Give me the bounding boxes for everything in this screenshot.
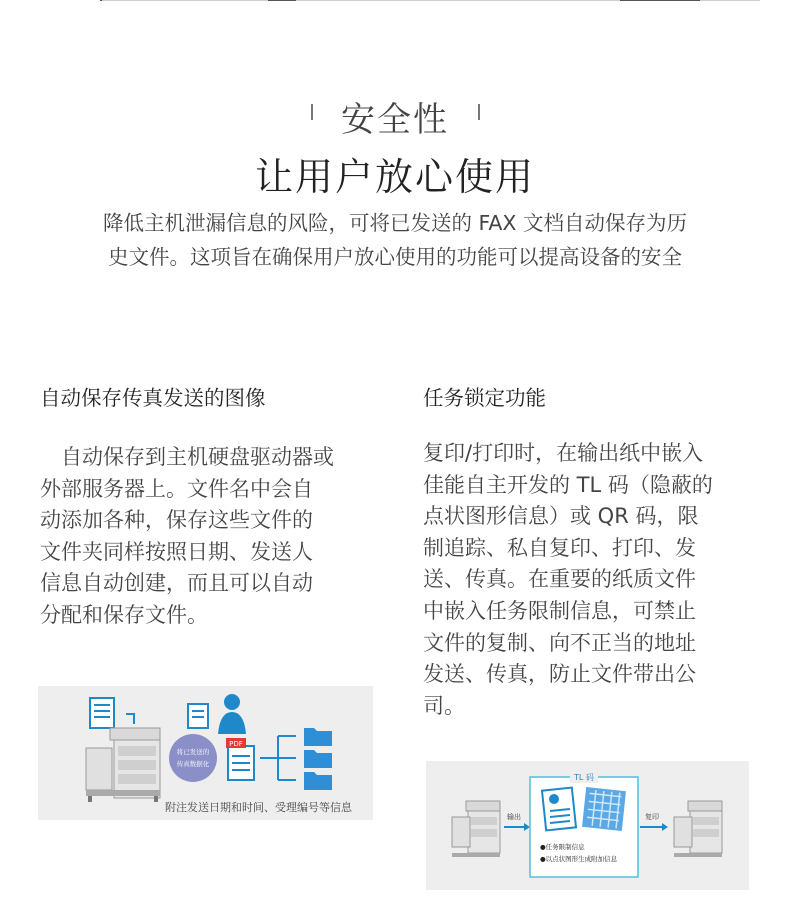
output-label: 输出 [507,813,521,821]
printer-icon [674,801,722,857]
body-line: 自动保存到主机硬盘驱动器或 [40,445,334,469]
body-line: 佳能自主开发的 TL 码（隐蔽的 [423,472,713,497]
printer-icon [452,801,500,857]
arrow-head [524,823,530,831]
branch-arrows [260,736,296,780]
tl-bullet: ●以点状图形生成附加信息 [540,855,618,863]
pdf-document-icon [226,738,254,780]
body-line: 点状图形信息）或 QR 码，限 [423,504,699,529]
tl-code-label: TL 码 [574,773,594,782]
job-lock-figure [426,761,749,890]
intro-line: 降低主机泄漏信息的风险，可将已发送的 FAX 文档自动保存为历 [102,211,687,235]
body-line: 复印/打印时，在输出纸中嵌入 [423,441,704,465]
bubble-text: 将已发送的 [176,748,210,756]
body-line: 信息自动创建，而且可以自动 [40,571,313,596]
body-line: 动添加各种，保存这些文件的 [40,508,313,533]
body-line: 分配和保存文件。 [40,602,208,627]
right-title: 任务锁定功能 [423,386,546,410]
user-icon [218,694,246,734]
arrow-head [662,823,668,831]
body-line: 制追踪、私自复印、打印、发 [423,535,696,560]
body-line: 文件的复制、向不正当的地址 [423,630,696,655]
document-icon [542,788,576,831]
copy-label: 复印 [645,813,659,821]
left-title: 自动保存传真发送的图像 [40,386,266,410]
body-line: 司。 [423,693,465,718]
body-line: 文件夹同样按照日期、发送人 [40,539,313,564]
digitize-bubble [169,734,217,782]
intro-line: 史文件。这项旨在确保用户放心使用的功能可以提高设备的安全 [108,245,682,269]
body-line: 送、传真。在重要的纸质文件 [423,567,696,592]
tag-right-tick [478,104,480,120]
job-lock-illustration [426,761,749,890]
section-tag: 安全性 [341,100,449,140]
page-headline: 让用户放心使用 [254,155,535,199]
body-line: 发送、传真，防止文件带出公 [423,662,696,687]
body-line: 外部服务器上。文件名中会自 [40,476,313,501]
bubble-text: 传真数据化 [176,760,210,768]
document-icon [188,704,208,728]
printer-icon [86,728,160,802]
top-divider-mark [100,0,102,1]
pdf-label: PDF [229,740,243,748]
auto-save-figure [38,686,373,820]
arrow-icon [126,714,134,724]
body-line: 中嵌入任务限制信息，可禁止 [423,598,696,623]
right-body [423,438,753,722]
left-body [40,442,376,632]
dot-pattern-icon [582,787,626,831]
document-icon [90,698,114,728]
intro-paragraph [50,206,740,274]
tl-bullet: ●任务限制信息 [540,843,585,851]
figure-caption: 附注发送日期和时间、受理编号等信息 [165,801,352,814]
folder-icon [304,750,332,768]
top-divider-mark [268,0,296,1]
top-divider-mark [620,0,700,1]
folder-icon [304,728,332,746]
folder-icon [304,772,332,790]
